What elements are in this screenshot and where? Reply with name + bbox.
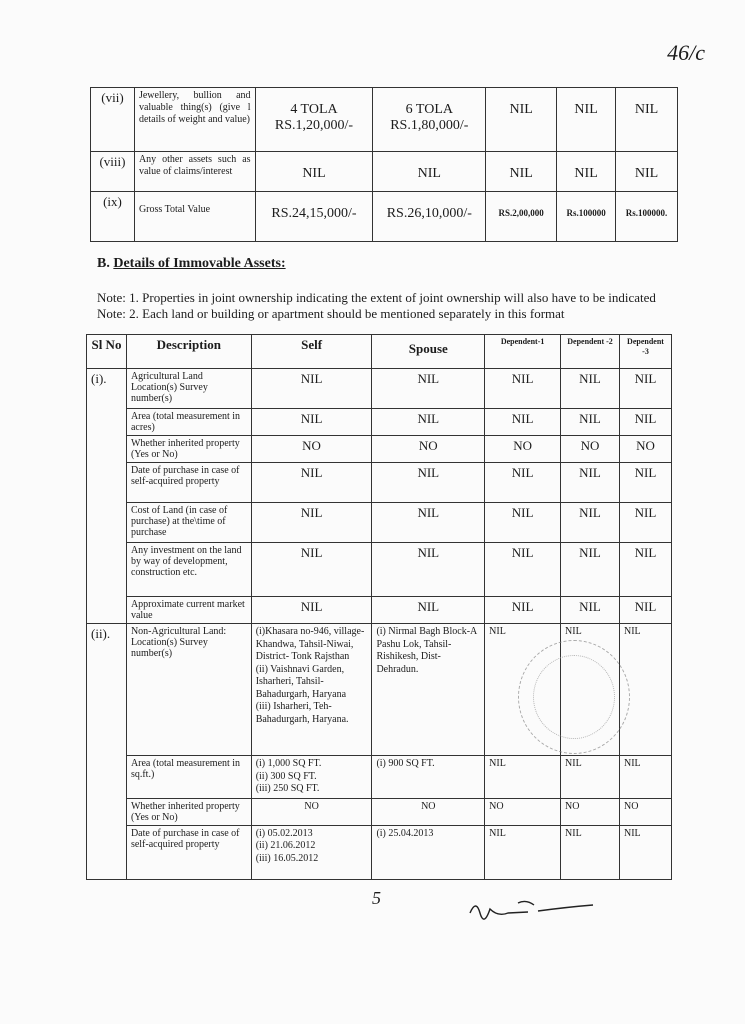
self-cell: NIL [251, 503, 372, 543]
spouse-cell: NO [372, 436, 485, 463]
dependent3-cell: NIL [619, 409, 671, 436]
dependent3-cell: NIL [619, 543, 671, 597]
section-title [97, 256, 286, 272]
dependent1-cell: NO [485, 798, 561, 825]
dependent3-cell: NIL [619, 369, 671, 409]
spouse-cell: 6 TOLA RS.1,80,000/- [373, 88, 486, 152]
dependent3-cell: NO [619, 798, 671, 825]
table-row [87, 436, 672, 463]
dependent1-cell: NIL [485, 756, 561, 799]
dependent2-cell: NIL [561, 463, 620, 503]
self-line: (ii) Vaishnavi Garden, Isharheri, Tahsil- Bahadurgarh, Haryana [255, 663, 347, 700]
description-cell: Agricultural Land Location(s) Survey number(s) [126, 369, 251, 409]
header-row [87, 335, 672, 369]
self-line: (iii) Isharheri, Teh- Bahadurgarh, Haryana. [255, 701, 349, 725]
self-cell: NIL [255, 152, 373, 192]
self-line: (iii) 16.05.2012 [255, 852, 319, 864]
page-note: 46/c [667, 40, 705, 65]
dependent1-cell: NIL [486, 152, 557, 192]
dependent1-cell: NIL [485, 597, 561, 624]
dependent1-cell: NIL [485, 503, 561, 543]
spouse-cell: NIL [372, 463, 485, 503]
dependent2-cell: NIL [561, 825, 620, 879]
table-row [87, 543, 672, 597]
description-cell: Date of purchase in case of self-acquired property [126, 825, 251, 879]
table-row [91, 88, 678, 152]
description-cell: Any investment on the land by way of development, construction etc. [126, 543, 251, 597]
description-cell: Area (total measurement in acres) [126, 409, 251, 436]
dependent2-cell: NIL [561, 369, 620, 409]
description-cell: Approximate current market value [126, 597, 251, 624]
dependent1-cell: NIL [485, 543, 561, 597]
dependent1-cell: NIL [485, 624, 561, 756]
spouse-cell: NIL [372, 597, 485, 624]
self-cell: NIL [251, 597, 372, 624]
dependent2-cell: NIL [561, 597, 620, 624]
dependent2-cell: NO [561, 436, 620, 463]
self-line: (ii) 21.06.2012 [255, 840, 316, 851]
spouse-cell: RS.26,10,000/- [373, 192, 486, 242]
dependent2-cell: Rs.100000 [557, 192, 616, 242]
spouse-cell: NIL [373, 152, 486, 192]
dependent1-cell: NO [485, 436, 561, 463]
seal-stamp [518, 640, 630, 754]
dependent1-cell: NIL [485, 409, 561, 436]
spouse-cell: NO [372, 798, 485, 825]
table-row [87, 825, 672, 879]
description-cell: Any other assets such as value of claims/interest [134, 152, 255, 192]
dependent3-cell: NIL [619, 825, 671, 879]
header-spouse: Spouse [372, 335, 485, 369]
header-dependent-2: Dependent -2 [561, 335, 620, 369]
self-line: (i) 1,000 SQ FT. [255, 758, 322, 769]
table-row [87, 798, 672, 825]
spouse-cell: NIL [372, 409, 485, 436]
dependent3-cell: NIL [619, 624, 671, 756]
dependent3-cell: NO [619, 436, 671, 463]
dependent2-cell: NIL [557, 152, 616, 192]
dependent3-cell: NIL [616, 152, 678, 192]
dependent2-cell: NIL [561, 756, 620, 799]
self-line: (ii) 300 SQ FT. [255, 770, 317, 782]
description-cell: Cost of Land (in case of purchase) at the\time of purchase [126, 503, 251, 543]
table-row [91, 192, 678, 242]
description-cell: Non-Agricultural Land: Location(s) Survey number(s) [126, 624, 251, 756]
self-cell: 4 TOLA RS.1,20,000/- [255, 88, 373, 152]
table-row [87, 597, 672, 624]
header-dependent-1: Dependent-1 [485, 335, 561, 369]
self-line: (iii) 250 SQ FT. [255, 783, 320, 794]
self-cell [251, 624, 372, 756]
sl-cell: (ix) [91, 192, 135, 242]
section-prefix: B. [97, 256, 110, 271]
description-cell: Date of purchase in case of self-acquired property [126, 463, 251, 503]
table-row [87, 369, 672, 409]
header-dependent-3: Dependent -3 [619, 335, 671, 369]
dependent3-cell: Rs.100000. [616, 192, 678, 242]
dependent3-cell: NIL [619, 503, 671, 543]
table-row [87, 503, 672, 543]
dependent1-cell: NIL [485, 825, 561, 879]
dependent2-cell: NIL [557, 88, 616, 152]
dependent3-cell: NIL [619, 597, 671, 624]
note-1: Note: 1. Properties in joint ownership indicating the extent of joint ownership will also have to be indicated [97, 290, 656, 305]
description-cell: Gross Total Value [134, 192, 255, 242]
spouse-line: (i) 900 SQ FT. [376, 758, 435, 769]
dependent2-cell: NIL [561, 409, 620, 436]
sl-cell: (i). [87, 369, 127, 624]
spouse-cell: NIL [372, 543, 485, 597]
self-line: (i) 05.02.2013 [255, 827, 313, 839]
spouse-cell [372, 825, 485, 879]
spouse-cell [372, 624, 485, 756]
self-cell: NO [251, 798, 372, 825]
self-cell [251, 825, 372, 879]
dependent1-cell: NIL [485, 463, 561, 503]
table-row [91, 152, 678, 192]
signature [468, 895, 598, 925]
dependent2-cell: NIL [561, 543, 620, 597]
spouse-cell: NIL [372, 503, 485, 543]
table-row [87, 756, 672, 799]
self-cell: RS.24,15,000/- [255, 192, 373, 242]
note-2: Note: 2. Each land or building or apartment should be mentioned separately in this format [97, 306, 565, 321]
dependent3-cell: NIL [619, 463, 671, 503]
sl-cell: (vii) [91, 88, 135, 152]
header-description: Description [126, 335, 251, 369]
spouse-line: (i) Nirmal Bagh Block-A Pashu Lok, Tahsil-Rishikesh, Dist-Dehradun. [376, 626, 477, 675]
movable-assets-table [90, 87, 678, 242]
spouse-cell: NIL [372, 369, 485, 409]
header-self: Self [251, 335, 372, 369]
self-cell [251, 756, 372, 799]
header-sl: Sl No [87, 335, 127, 369]
description-cell: Whether inherited property (Yes or No) [126, 798, 251, 825]
table-row [87, 463, 672, 503]
dependent1-cell: RS.2,00,000 [486, 192, 557, 242]
dependent2-cell: NO [561, 798, 620, 825]
dependent2-cell: NIL [561, 624, 620, 756]
dependent1-cell: NIL [486, 88, 557, 152]
dependent3-cell: NIL [619, 756, 671, 799]
dependent1-cell: NIL [485, 369, 561, 409]
section-heading: Details of Immovable Assets: [113, 256, 286, 271]
sl-cell: (viii) [91, 152, 135, 192]
self-cell: NIL [251, 409, 372, 436]
page-number: 5 [372, 888, 381, 908]
description-cell: Whether inherited property (Yes or No) [126, 436, 251, 463]
self-cell: NO [251, 436, 372, 463]
description-cell: Jewellery, bullion and valuable thing(s) (give l details of weight and value) [134, 88, 255, 152]
self-line: (i)Khasara no-946, village-Khandwa, Tahsil-Niwai, District- Tonk Rajsthan [255, 626, 365, 662]
spouse-line: (i) 25.04.2013 [376, 827, 434, 839]
sl-cell: (ii). [87, 624, 127, 880]
dependent2-cell: NIL [561, 503, 620, 543]
spouse-cell [372, 756, 485, 799]
description-cell: Area (total measurement in sq.ft.) [126, 756, 251, 799]
table-row [87, 409, 672, 436]
self-cell: NIL [251, 463, 372, 503]
dependent3-cell: NIL [616, 88, 678, 152]
self-cell: NIL [251, 369, 372, 409]
self-cell: NIL [251, 543, 372, 597]
immovable-assets-table [86, 334, 672, 880]
